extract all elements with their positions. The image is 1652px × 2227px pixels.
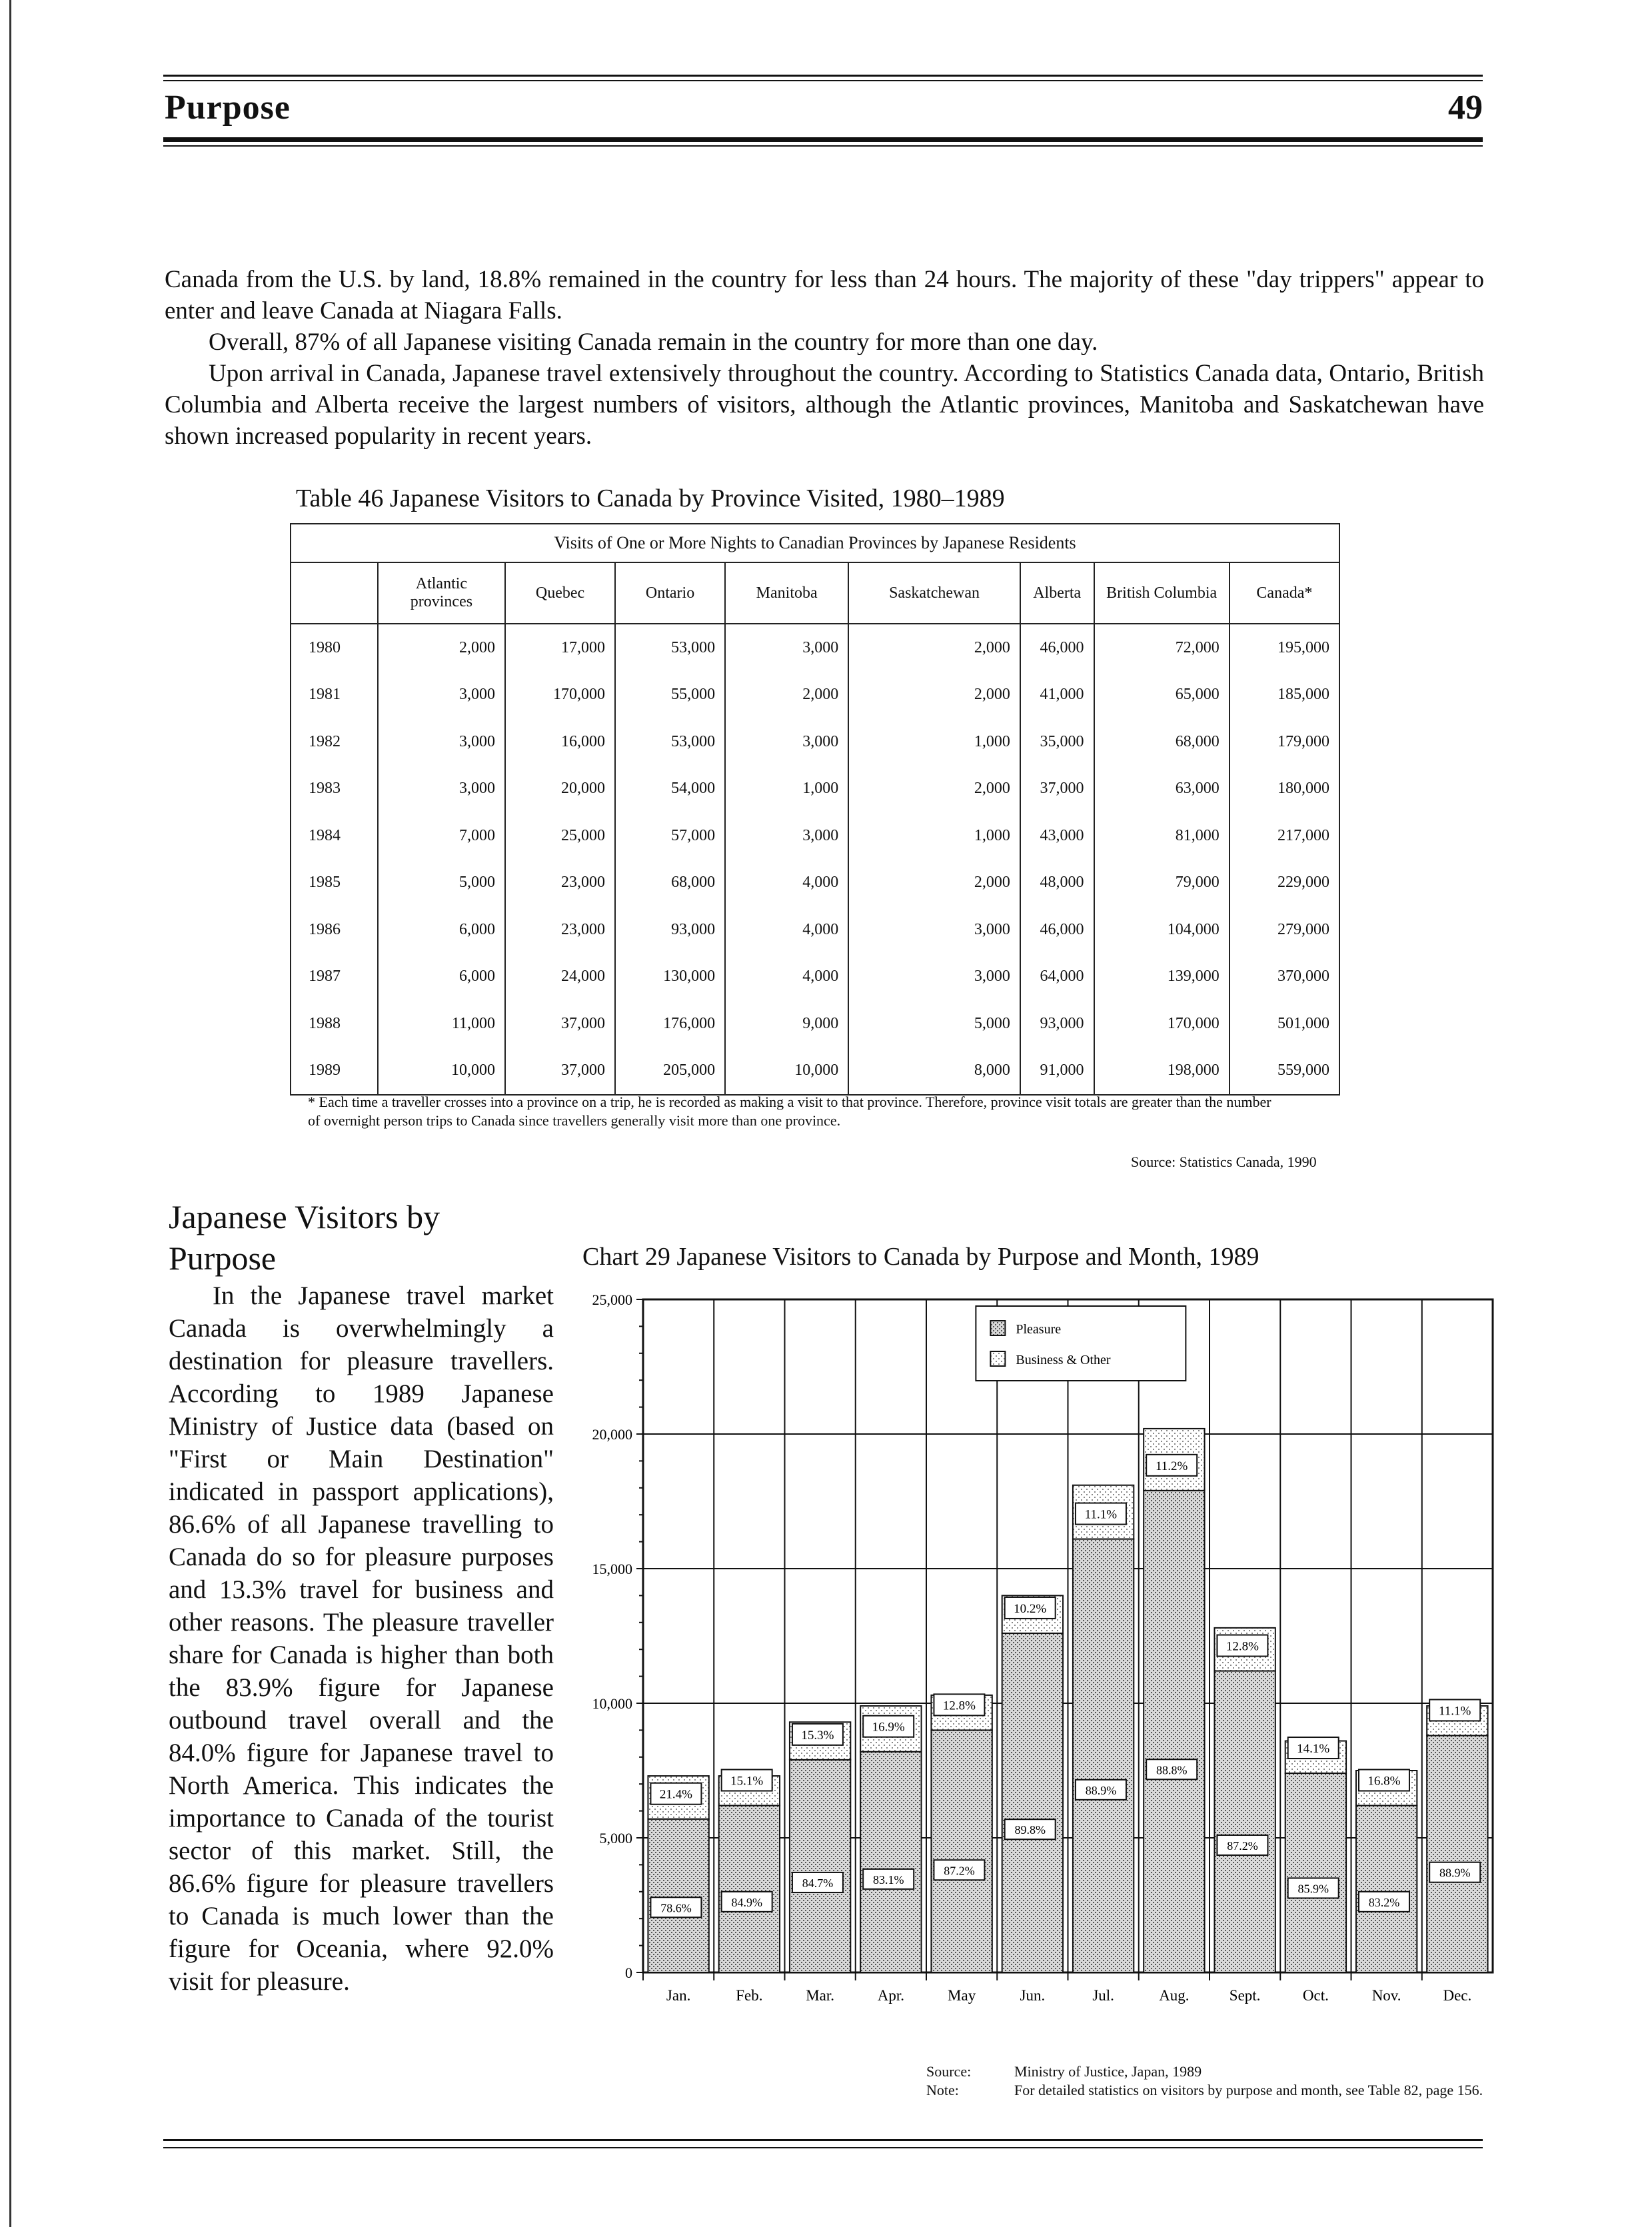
y-tick-label: 5,000 [599,1830,632,1847]
source-label: Source: [926,2063,972,2080]
business-share-label: 12.8% [942,1699,976,1713]
business-share-label: 15.1% [730,1774,764,1789]
table-cell: 72,000 [1094,624,1230,672]
row-year: 1981 [291,672,378,718]
table-cell: 6,000 [378,953,505,1000]
table-caption: Table 46 Japanese Visitors to Canada by Province Visited, 1980–1989 [296,484,1005,512]
bar-pleasure [1356,1806,1417,1972]
business-share-label: 11.2% [1156,1459,1188,1473]
row-year: 1988 [291,1000,378,1047]
y-tick-label: 25,000 [592,1291,632,1308]
table-cell: 93,000 [1020,1000,1094,1047]
table-cell: 170,000 [1094,1000,1230,1047]
bar-pleasure [1214,1671,1275,1972]
table-cell: 23,000 [505,859,615,906]
x-tick-label: Apr. [877,1987,904,2004]
x-tick-label: Jun. [1020,1987,1046,2004]
table-cell: 37,000 [505,1000,615,1047]
legend-box [976,1306,1186,1381]
column-header: Quebec [505,562,615,624]
table-cell: 185,000 [1230,672,1339,718]
x-tick-label: Mar. [806,1987,835,2004]
row-year: 1980 [291,624,378,672]
x-tick-label: Feb. [736,1987,763,2004]
row-year: 1983 [291,765,378,812]
column-header: Canada* [1230,562,1339,624]
pleasure-share-label: 85.9% [1297,1882,1329,1896]
table-cell: 1,000 [848,718,1020,765]
bar-pleasure [719,1806,780,1972]
x-tick-label: Aug. [1159,1987,1190,2004]
bar-pleasure [1002,1633,1063,1972]
table-footnote: * Each time a traveller crosses into a province on a trip, he is recorded as making a visit to that province. Therefore, province visit totals are greater than the number of overnight person trips to Canada since travellers generally visit more than one province. [308,1094,1271,1129]
table-row [291,624,1339,672]
bar-pleasure [1073,1539,1134,1972]
business-share-label: 12.8% [1226,1639,1259,1654]
y-tick-label: 20,000 [592,1426,632,1443]
section-body: In the Japanese travel market Canada is overwhelmingly a destination for pleasure travellers. According to 1989 Japanese Ministry of Justice data (based on "First or Main Destination" indicated in passport applications), 86.6% of all Japanese travelling to Canada do so for pleasure purposes and 13.3% travel for business and other reasons. The pleasure traveller share for Canada is higher than both the 83.9% figure for Japanese outbound travel overall and the 84.0% figure for Japanese travel to North America. This indicates the importance to Canada of the tourist sector of this market. Still, the 86.6% figure for pleasure travellers to Canada is much lower than the figure for Oceania, where 92.0% visit for pleasure. [169,1281,554,1996]
note-text: For detailed statistics on visitors by purpose and month, see Table 82, page 156. [1014,2082,1483,2098]
table-cell: 5,000 [848,1000,1020,1047]
table-row [291,906,1339,953]
bar-pleasure [648,1819,708,1972]
table-row [291,812,1339,859]
business-share-label: 16.9% [872,1720,905,1735]
column-header: Alberta [1020,562,1094,624]
business-share-label: 11.1% [1439,1704,1471,1719]
table-row [291,953,1339,1000]
x-tick-label: Jul. [1092,1987,1114,2004]
pleasure-share-label: 88.8% [1156,1763,1188,1777]
intro-paragraph-3: Upon arrival in Canada, Japanese travel extensively throughout the country. According to Statistics Canada data, Ontario, British Columbia and Alberta receive the largest numbers of visitors, although the Atlantic provinces, Manitoba and Saskatchewan have shown increased popularity in recent years. [165,360,1484,450]
table-cell: 46,000 [1020,906,1094,953]
pleasure-share-label: 87.2% [944,1864,975,1878]
legend-swatch-pleasure [990,1321,1005,1335]
business-share-label: 10.2% [1014,1601,1047,1616]
row-year: 1982 [291,718,378,765]
table-cell: 5,000 [378,859,505,906]
table-cell: 2,000 [378,624,505,672]
bar-pleasure [790,1760,850,1972]
table-cell: 4,000 [725,906,848,953]
y-tick-label: 0 [625,1964,632,1981]
table-cell: 4,000 [725,953,848,1000]
note-label: Note: [926,2082,959,2098]
table-cell: 20,000 [505,765,615,812]
table-source: Source: Statistics Canada, 1990 [1131,1153,1317,1170]
table-cell: 25,000 [505,812,615,859]
table-row [291,1047,1339,1095]
pleasure-share-label: 88.9% [1085,1783,1117,1797]
header-rule-bottom-2 [163,145,1483,147]
table-cell: 91,000 [1020,1047,1094,1095]
column-header: Ontario [615,562,725,624]
footer-rule-1 [163,2139,1483,2141]
table-cell: 35,000 [1020,718,1094,765]
footer-rule-2 [163,2147,1483,2148]
header-rule-top-2 [163,80,1483,81]
table-cell: 68,000 [615,859,725,906]
x-tick-label: Nov. [1371,1987,1401,2004]
table-cell: 8,000 [848,1047,1020,1095]
intro-paragraph-1: Canada from the U.S. by land, 18.8% remained in the country for less than 24 hours. The majority of these "day trippers" appear to enter and leave Canada at Niagara Falls. [165,266,1484,325]
pleasure-share-label: 89.8% [1014,1823,1046,1837]
table-cell: 37,000 [1020,765,1094,812]
table-cell: 57,000 [615,812,725,859]
business-share-label: 11.1% [1084,1507,1118,1522]
header-rule-bottom [163,137,1483,142]
province-visits-table [290,523,1340,1096]
pleasure-share-label: 78.6% [660,1901,692,1915]
row-year: 1985 [291,859,378,906]
bar-pleasure [860,1752,921,1972]
table-cell: 198,000 [1094,1047,1230,1095]
table-cell: 48,000 [1020,859,1094,906]
table-cell: 4,000 [725,859,848,906]
table-cell: 65,000 [1094,672,1230,718]
row-year: 1986 [291,906,378,953]
table-cell: 43,000 [1020,812,1094,859]
table-cell: 7,000 [378,812,505,859]
table-cell: 6,000 [378,906,505,953]
pleasure-share-label: 83.1% [872,1872,904,1886]
table-cell: 180,000 [1230,765,1339,812]
table-cell: 17,000 [505,624,615,672]
column-header: British Columbia [1094,562,1230,624]
x-tick-label: Jan. [666,1987,691,2004]
table-cell: 179,000 [1230,718,1339,765]
table-cell: 370,000 [1230,953,1339,1000]
pleasure-share-label: 84.7% [802,1876,834,1890]
table-cell: 81,000 [1094,812,1230,859]
table-cell: 559,000 [1230,1047,1339,1095]
table-cell: 3,000 [378,672,505,718]
table-cell: 3,000 [378,718,505,765]
legend-label-pleasure: Pleasure [1016,1322,1062,1337]
table-cell: 130,000 [615,953,725,1000]
bar-pleasure [1427,1735,1487,1972]
table-cell: 9,000 [725,1000,848,1047]
table-cell: 229,000 [1230,859,1339,906]
table-cell: 2,000 [848,672,1020,718]
legend-swatch-business [990,1351,1005,1366]
table-cell: 1,000 [848,812,1020,859]
running-head: Purpose [165,89,291,127]
table-cell: 64,000 [1020,953,1094,1000]
table-row [291,672,1339,718]
pleasure-share-label: 88.9% [1439,1866,1471,1880]
table-cell: 53,000 [615,718,725,765]
chart-source-note [926,2063,1499,2116]
table-cell: 63,000 [1094,765,1230,812]
table-span-header: Visits of One or More Nights to Canadian Provinces by Japanese Residents [291,524,1339,562]
table-cell: 16,000 [505,718,615,765]
table-cell: 37,000 [505,1047,615,1095]
table-cell: 205,000 [615,1047,725,1095]
business-share-label: 16.8% [1367,1774,1401,1789]
table-cell: 10,000 [725,1047,848,1095]
purpose-month-chart [553,1286,1499,2026]
table-cell: 2,000 [725,672,848,718]
header-rule-top [163,75,1483,77]
pleasure-share-label: 87.2% [1227,1839,1258,1853]
table-cell: 501,000 [1230,1000,1339,1047]
table-cell: 3,000 [848,953,1020,1000]
table-row [291,859,1339,906]
table-row [291,1000,1339,1047]
column-header: Manitoba [725,562,848,624]
table-cell: 54,000 [615,765,725,812]
table-cell: 2,000 [848,859,1020,906]
section-heading: Japanese Visitors by Purpose [169,1198,440,1277]
business-share-label: 21.4% [659,1787,692,1802]
bar-pleasure [931,1730,992,1972]
table-cell: 79,000 [1094,859,1230,906]
x-tick-label: Oct. [1302,1987,1329,2004]
table-cell: 104,000 [1094,906,1230,953]
table-cell: 93,000 [615,906,725,953]
table-cell: 1,000 [725,765,848,812]
page-number: 49 [1448,89,1483,127]
table-cell: 217,000 [1230,812,1339,859]
y-tick-label: 10,000 [592,1695,632,1712]
intro-paragraph-2: Overall, 87% of all Japanese visiting Canada remain in the country for more than one day. [209,329,1098,356]
table-cell: 3,000 [848,906,1020,953]
column-header: Atlantic provinces [378,562,505,624]
table-cell: 23,000 [505,906,615,953]
table-cell: 139,000 [1094,953,1230,1000]
binding-edge [9,0,11,2227]
pleasure-share-label: 84.9% [731,1895,762,1909]
bar-pleasure [1285,1773,1346,1972]
table-cell: 3,000 [378,765,505,812]
row-year: 1984 [291,812,378,859]
x-tick-label: Sept. [1229,1987,1261,2004]
table-body [291,624,1339,1095]
business-share-label: 15.3% [801,1728,834,1743]
table-cell: 2,000 [848,624,1020,672]
table-cell: 10,000 [378,1047,505,1095]
row-year: 1987 [291,953,378,1000]
column-header-year [291,562,378,624]
source-text: Ministry of Justice, Japan, 1989 [1014,2063,1202,2080]
table-cell: 3,000 [725,812,848,859]
business-share-label: 14.1% [1297,1742,1330,1757]
chart-title: Chart 29 Japanese Visitors to Canada by Purpose and Month, 1989 [582,1243,1259,1271]
table-cell: 11,000 [378,1000,505,1047]
table-cell: 68,000 [1094,718,1230,765]
row-year: 1989 [291,1047,378,1095]
legend-label-business: Business & Other [1016,1353,1111,1367]
table-row [291,718,1339,765]
table-cell: 24,000 [505,953,615,1000]
table-cell: 53,000 [615,624,725,672]
table-cell: 170,000 [505,672,615,718]
x-tick-label: May [948,1987,976,2004]
pleasure-share-label: 83.2% [1368,1895,1400,1909]
table-cell: 2,000 [848,765,1020,812]
table-cell: 46,000 [1020,624,1094,672]
table-cell: 279,000 [1230,906,1339,953]
x-tick-label: Dec. [1443,1987,1472,2004]
table-cell: 176,000 [615,1000,725,1047]
table-row [291,765,1339,812]
column-header: Saskatchewan [848,562,1020,624]
y-tick-label: 15,000 [592,1561,632,1577]
bar-pleasure [1144,1491,1204,1972]
table-cell: 3,000 [725,718,848,765]
table-cell: 41,000 [1020,672,1094,718]
table-cell: 195,000 [1230,624,1339,672]
table-cell: 55,000 [615,672,725,718]
table-cell: 3,000 [725,624,848,672]
